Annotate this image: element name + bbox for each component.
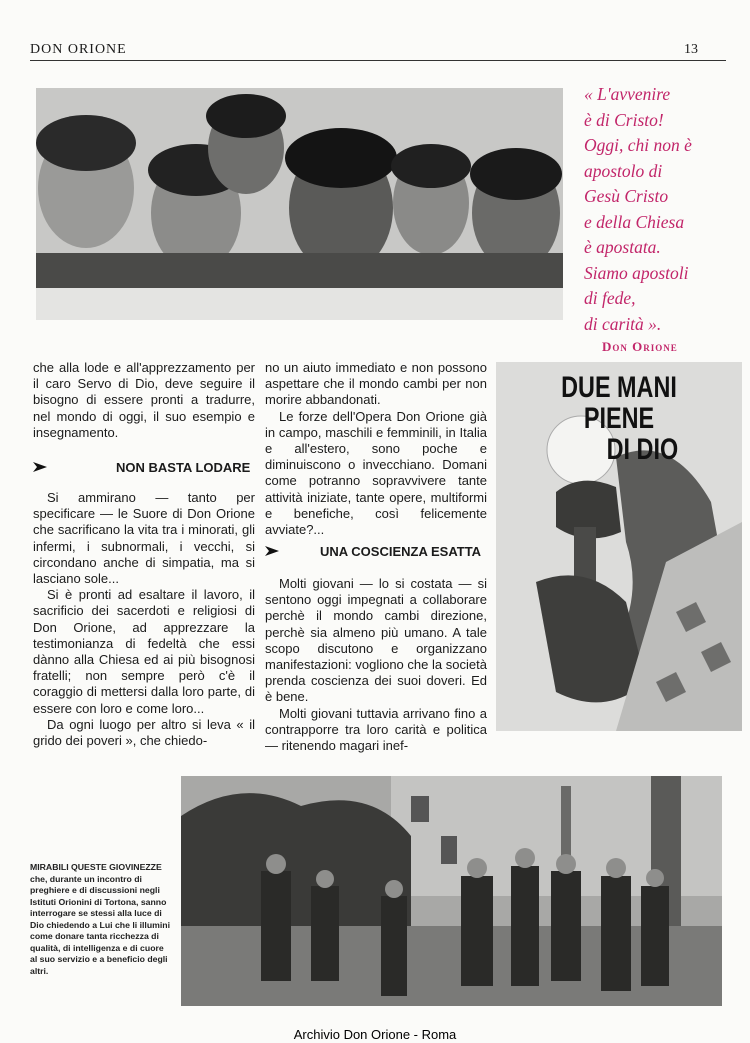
paragraph: no un aiuto immediato e non possono aspettare che il mondo cambi per non morire abbandonati.	[265, 360, 487, 408]
poster-photo	[496, 362, 742, 731]
paragraph: Si è pronti ad esaltare il lavoro, il sacrificio dei sacerdoti e religiosi di Don Orione, ad apprezzare la testimonianza di fedeltà che essi dànno alla Chiesa ed ai più bisognosi fratelli; non sempre però c'è il coraggio di mettersi dalla loro parte, di essere con loro e come loro...	[33, 587, 255, 716]
poster-title-line: DUE MANI PIENE	[561, 371, 677, 435]
quote-line: e della Chiesa	[584, 211, 685, 232]
quote-line: apostolo di	[584, 160, 663, 181]
article-column-1	[33, 360, 255, 441]
paragraph: Le forze dell'Opera Don Orione già in campo, maschili e femminili, in Italia e all'estero, sono poche e diminuiscono o invecchiano. Domani come potranno sopravvivere tante attività iniziate, tante opere, multiformi e benefiche, così felicemente avviate?...	[265, 408, 487, 538]
header-rule	[30, 60, 726, 61]
quote-line: Gesù Cristo	[584, 186, 669, 206]
photo-caption	[30, 862, 170, 977]
article-column-2	[265, 360, 487, 538]
children-photo	[36, 88, 563, 320]
arrow-bullet-icon	[33, 462, 47, 472]
archive-footer: Archivio Don Orione - Roma	[293, 1027, 457, 1042]
quote-line: « L'avvenire	[584, 84, 671, 104]
paragraph: Da ogni luogo per altro si leva « il grido dei poveri », che chiedo-	[33, 716, 255, 749]
paragraph: Molti giovani tuttavia arrivano fino a contrapporre tra loro carità e politica — ritenendo magari inef-	[265, 705, 487, 754]
paragraph: Molti giovani — lo si costata — si sentono oggi impegnati a collaborare perchè il mondo cambi direzione, perchè sia almeno più umano. A tale scopo discutono e organizzano manifestazioni: vogliono che la società prenda coscienza dei suoi doveri. Ed è bene.	[265, 576, 487, 705]
caption-title: MIRABILI QUESTE GIOVINEZZE	[30, 862, 162, 872]
section-heading: UNA COSCIENZA ESATTA	[320, 544, 482, 559]
running-header: DON ORIONE	[30, 42, 127, 57]
courtyard-photo	[181, 776, 722, 1006]
article-column-2-body	[265, 576, 487, 754]
pull-quote	[584, 82, 736, 337]
caption-text: che, durante un incontro di preghiere e di discussioni negli Istituti Orionini di Tortona, sanno interrogare se stessi alla luce di Dio chiedendo a Lui che li illumini come donare tanta ricchezza di qualità, di intelligenza e di cuore al suo servizio e a beneficio degli altri.	[30, 873, 170, 976]
poster-title-line: DI DIO	[606, 433, 679, 466]
quote-line: Oggi, chi non è	[584, 135, 692, 155]
paragraph: Si ammirano — tanto per specificare — le Suore di Don Orione che sacrificano la vita tra i minorati, gli infermi, i subnormali, i vecchi, si circondano anche di simpatia, ma si lasciano sole...	[33, 490, 255, 587]
arrow-bullet-icon	[265, 546, 279, 556]
quote-line: di carità ».	[584, 313, 662, 334]
quote-line: è di Cristo!	[584, 109, 664, 130]
poster-title	[523, 372, 715, 465]
paragraph: che alla lode e all'apprezzamento per il caro Servo di Dio, deve seguire il bisogno di essere pronti a tradurre, nel mondo di oggi, il suo esempio e insegnamento.	[33, 360, 255, 440]
section-heading: NON BASTA LODARE	[116, 460, 251, 475]
quote-line: di fede,	[584, 288, 636, 308]
quote-signature: Don Orione	[602, 339, 678, 354]
article-column-1-body	[33, 490, 255, 749]
page-number: 13	[684, 42, 698, 57]
quote-line: è apostata.	[584, 237, 661, 257]
quote-line: Siamo apostoli	[584, 262, 689, 283]
